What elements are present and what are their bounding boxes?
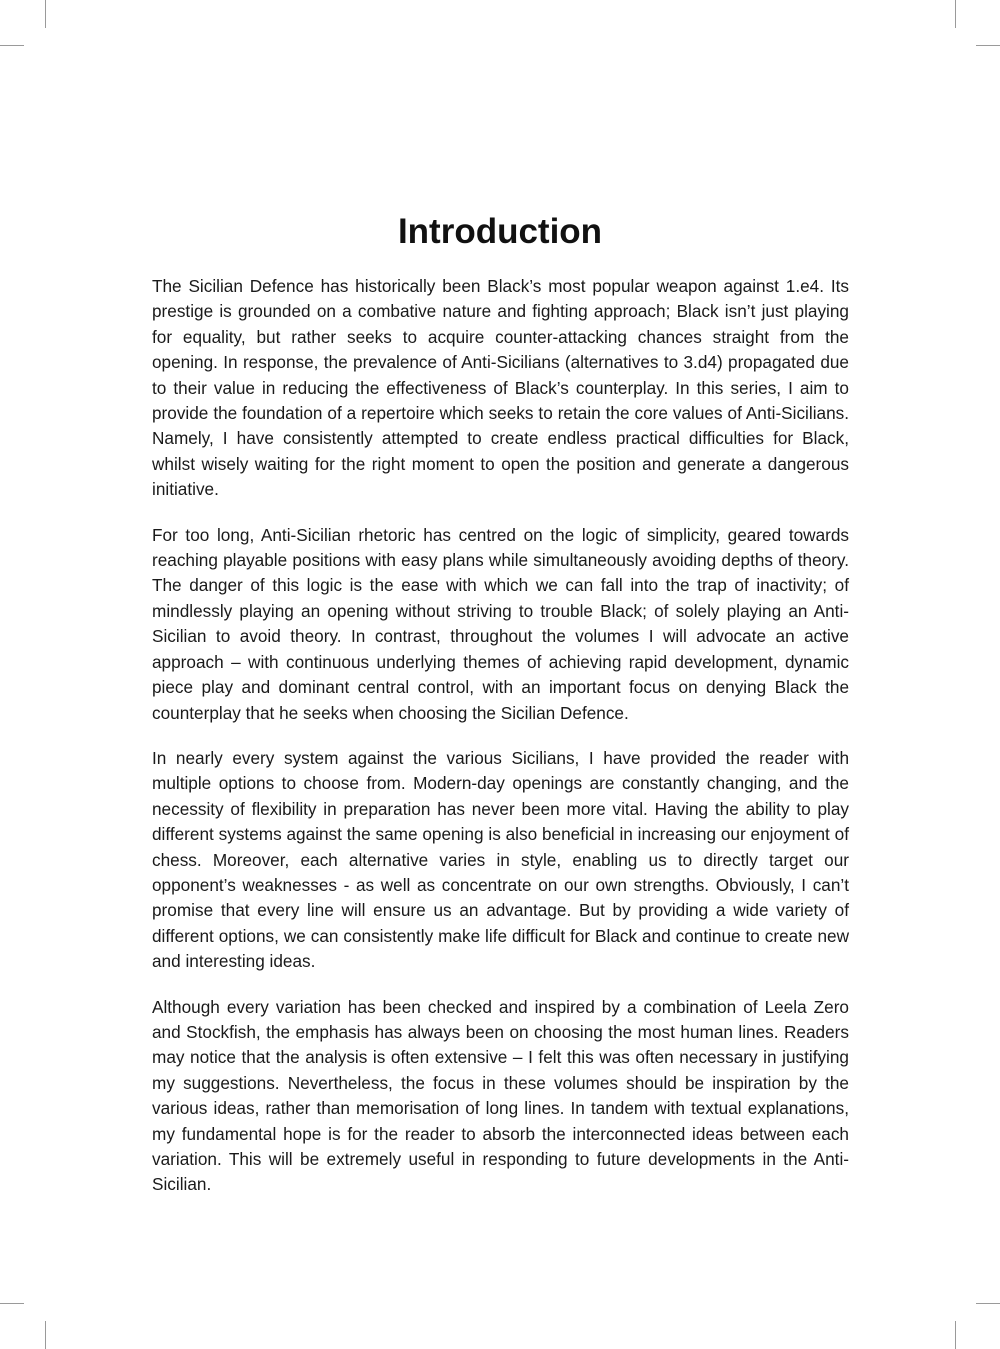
crop-mark-bottom-left-horizontal — [0, 1303, 24, 1304]
body-text — [152, 274, 849, 1218]
crop-mark-top-right-vertical — [955, 0, 956, 28]
paragraph-4: Although every variation has been checked and inspired by a combination of Leela Zero and Stockfish, the emphasis has always been on choosing the most human lines. Readers may notice that the analysis is often extensive – I felt this was often necessary in justifying my suggestions. Nevertheless, the focus in these volumes should be inspiration by the various ideas, rather than memorisation of long lines. In tandem with textual explanations, my fundamental hope is for the reader to absorb the interconnected ideas between each variation. This will be extremely useful in responding to future developments in the Anti-Sicilian. — [152, 996, 849, 1195]
crop-mark-top-right-horizontal — [976, 45, 1000, 46]
crop-mark-top-left-vertical — [45, 0, 46, 28]
paragraph-3: In nearly every system against the various Sicilians, I have provided the reader with multiple options to choose from. Modern-day openings are constantly changing, and the necessity of flexibility in preparation has never been more vital. Having the ability to play different systems against the same opening is also beneficial in increasing our enjoyment of chess. Moreover, each alternative varies in style, enabling us to directly target our opponent’s weaknesses - as well as concentrate on our own strengths. Obviously, I can’t promise that every line will ensure us an advantage. But by providing a wide variety of different options, we can consistently make life difficult for Black and continue to create new and interesting ideas. — [152, 747, 849, 972]
page-title: Introduction — [397, 212, 603, 251]
paragraph-1: The Sicilian Defence has historically been Black’s most popular weapon against 1.e4. Its prestige is grounded on a combative nature and fighting approach; Black isn’t just playing for equality, but rather seeks to acquire counter-attacking chances straight from the opening. In response, the prevalence of Anti-Sicilians (alternatives to 3.d4) propagated due to their value in reducing the effectiveness of Black’s counterplay. In this series, I aim to provide the foundation of a repertoire which seeks to retain the core values of Anti-Sicilians. Namely, I have consistently attempted to create endless practical difficulties for Black, whilst wisely waiting for the right moment to open the position and generate a dangerous initiative. — [152, 276, 849, 500]
crop-mark-bottom-left-vertical — [45, 1321, 46, 1349]
paragraph-2: For too long, Anti-Sicilian rhetoric has centred on the logic of simplicity, geared towards reaching playable positions with easy plans while simultaneously avoiding depths of theory. The danger of this logic is the ease with which we can fall into the trap of inactivity; of mindlessly playing an opening without striving to trouble Black; of solely playing an Anti-Sicilian to avoid theory. In contrast, throughout the volumes I will advocate an active approach – with continuous underlying themes of achieving rapid development, dynamic piece play and dominant central control, with an important focus on denying Black the counterplay that he seeks when choosing the Sicilian Defence. — [152, 524, 849, 723]
crop-mark-bottom-right-horizontal — [976, 1303, 1000, 1304]
crop-mark-bottom-right-vertical — [955, 1321, 956, 1349]
crop-mark-top-left-horizontal — [0, 45, 24, 46]
